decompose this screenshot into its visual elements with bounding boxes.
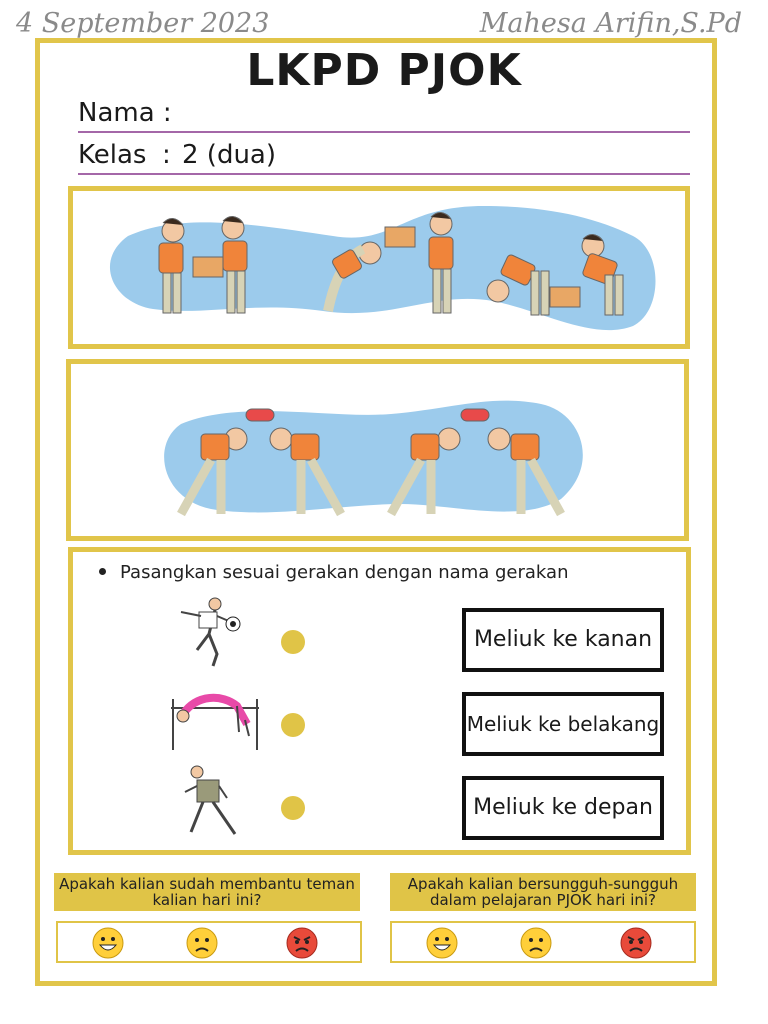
nama-label: Nama : bbox=[78, 98, 172, 128]
question-1-header: Apakah kalian sudah membantu teman kalian hari ini? bbox=[54, 873, 360, 911]
shot-put-figure bbox=[177, 762, 247, 837]
smiling-face-icon[interactable] bbox=[426, 927, 458, 959]
instruction bbox=[99, 562, 568, 583]
kelas-value: 2 (dua) bbox=[182, 140, 277, 170]
instruction-text: Pasangkan sesuai gerakan dengan nama gerakan bbox=[120, 562, 569, 583]
header-ball-figure bbox=[173, 594, 248, 674]
sad-face-icon[interactable] bbox=[186, 927, 218, 959]
author-text: Mahesa Arifin,S.Pd bbox=[479, 8, 742, 39]
kelas-field[interactable] bbox=[78, 140, 690, 175]
question-2-rating bbox=[390, 921, 696, 963]
option-box-3[interactable]: Meliuk ke depan bbox=[462, 776, 664, 840]
sad-face-icon[interactable] bbox=[520, 927, 552, 959]
date-text: 4 September 2023 bbox=[16, 8, 270, 39]
side-bending-illustration bbox=[71, 364, 684, 536]
nama-field[interactable] bbox=[78, 98, 690, 133]
option-box-1[interactable]: Meliuk ke kanan bbox=[462, 608, 664, 672]
smiling-face-icon[interactable] bbox=[92, 927, 124, 959]
high-jump-figure bbox=[167, 684, 262, 752]
illustration-side-bend-panel bbox=[66, 359, 689, 541]
passing-box-illustration bbox=[73, 191, 685, 344]
bullet-icon bbox=[99, 568, 106, 575]
illustration-pass-box-panel bbox=[68, 186, 690, 349]
question-1-rating bbox=[56, 921, 362, 963]
matching-exercise-panel bbox=[68, 547, 691, 855]
page-title: LKPD PJOK bbox=[246, 45, 522, 96]
match-point-2[interactable] bbox=[281, 713, 305, 737]
match-point-3[interactable] bbox=[281, 796, 305, 820]
angry-face-icon[interactable] bbox=[620, 927, 652, 959]
angry-face-icon[interactable] bbox=[286, 927, 318, 959]
kelas-label: Kelas bbox=[78, 140, 147, 170]
kelas-colon: : bbox=[162, 140, 171, 170]
question-2-header: Apakah kalian bersungguh-sungguh dalam pelajaran PJOK hari ini? bbox=[390, 873, 696, 911]
option-box-2[interactable]: Meliuk ke belakang bbox=[462, 692, 664, 756]
match-point-1[interactable] bbox=[281, 630, 305, 654]
